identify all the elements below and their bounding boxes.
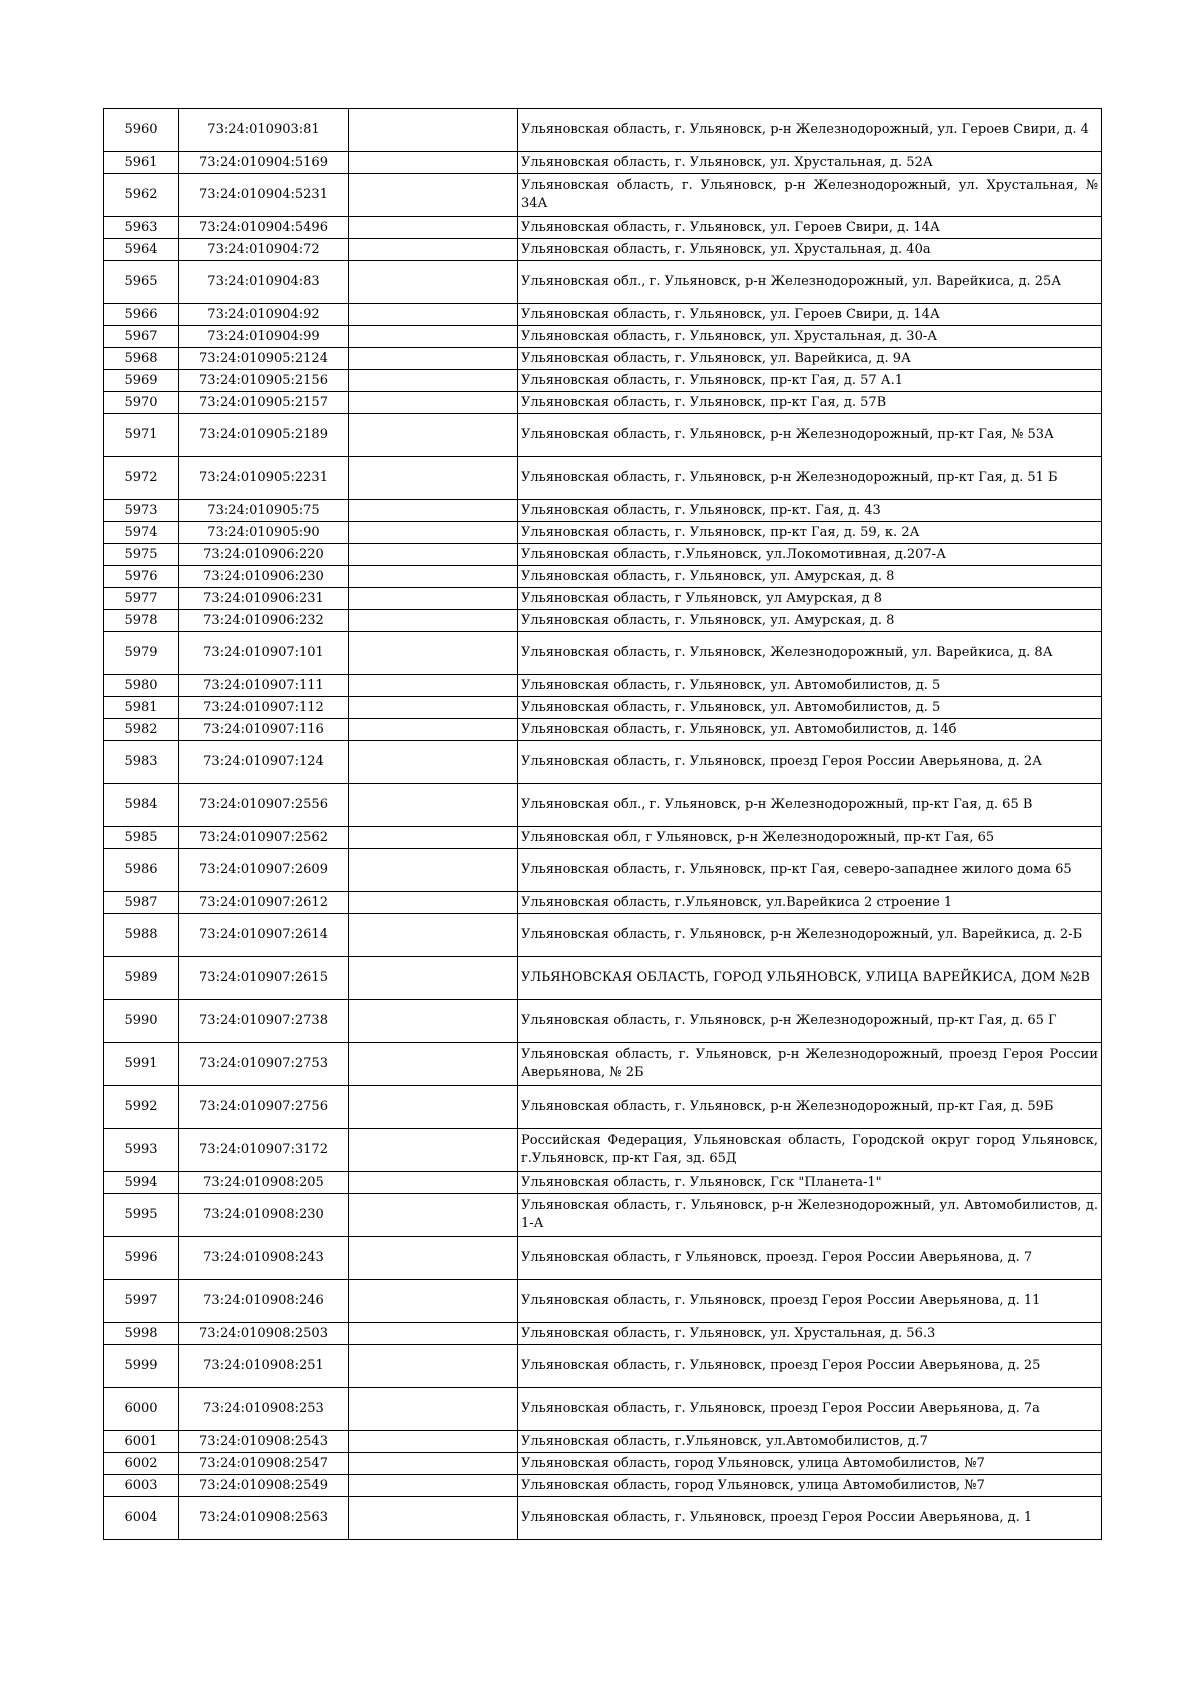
cadastral-number: 73:24:010907:2615	[179, 957, 349, 1000]
cadastral-number: 73:24:010904:99	[179, 326, 349, 348]
cadastral-number: 73:24:010907:101	[179, 632, 349, 675]
empty-cell	[349, 1497, 518, 1540]
row-number: 5986	[104, 849, 179, 892]
address: Ульяновская область, г. Ульяновск, пр-кт. Гая, д. 43	[518, 500, 1102, 522]
table-row	[104, 1280, 1102, 1323]
table-row	[104, 827, 1102, 849]
address: Ульяновская область, г. Ульяновск, ул. Амурская, д. 8	[518, 610, 1102, 632]
address: Ульяновская область, г. Ульяновск, Железнодорожный, ул. Варейкиса, д. 8А	[518, 632, 1102, 675]
cadastral-number: 73:24:010908:2549	[179, 1475, 349, 1497]
table-row	[104, 914, 1102, 957]
empty-cell	[349, 675, 518, 697]
address: Ульяновская область, г. Ульяновск, р-н Железнодорожный, пр-кт Гая, д. 65 Г	[518, 1000, 1102, 1043]
row-number: 6002	[104, 1453, 179, 1475]
empty-cell	[349, 544, 518, 566]
row-number: 5978	[104, 610, 179, 632]
cadastral-number: 73:24:010904:83	[179, 261, 349, 304]
empty-cell	[349, 849, 518, 892]
address: Ульяновская область, г. Ульяновск, ул. Хрустальная, д. 30-А	[518, 326, 1102, 348]
address: Ульяновская область, г.Ульяновск, ул.Автомобилистов, д.7	[518, 1431, 1102, 1453]
address: Ульяновская область, г. Ульяновск, р-н Железнодорожный, ул. Хрустальная, № 34А	[518, 174, 1102, 217]
row-number: 5963	[104, 217, 179, 239]
row-number: 5970	[104, 392, 179, 414]
table-row	[104, 152, 1102, 174]
empty-cell	[349, 1237, 518, 1280]
empty-cell	[349, 610, 518, 632]
address: Ульяновская область, г. Ульяновск, проезд Героя России Аверьянова, д. 25	[518, 1345, 1102, 1388]
empty-cell	[349, 1000, 518, 1043]
empty-cell	[349, 1086, 518, 1129]
address: Ульяновская область, г. Ульяновск, р-н Железнодорожный, пр-кт Гая, д. 51 Б	[518, 457, 1102, 500]
cadastral-number: 73:24:010907:2738	[179, 1000, 349, 1043]
table-row	[104, 675, 1102, 697]
row-number: 5974	[104, 522, 179, 544]
address: Ульяновская область, г. Ульяновск, ул. Автомобилистов, д. 14б	[518, 719, 1102, 741]
row-number: 5993	[104, 1129, 179, 1172]
row-number: 5969	[104, 370, 179, 392]
empty-cell	[349, 1280, 518, 1323]
cadastral-number: 73:24:010908:251	[179, 1345, 349, 1388]
cadastral-number: 73:24:010905:2157	[179, 392, 349, 414]
address: Ульяновская область, г. Ульяновск, пр-кт Гая, д. 57 А.1	[518, 370, 1102, 392]
table-row	[104, 849, 1102, 892]
empty-cell	[349, 1172, 518, 1194]
cadastral-number: 73:24:010904:5169	[179, 152, 349, 174]
empty-cell	[349, 1194, 518, 1237]
table-row	[104, 304, 1102, 326]
cadastral-number: 73:24:010907:2562	[179, 827, 349, 849]
row-number: 5994	[104, 1172, 179, 1194]
empty-cell	[349, 1431, 518, 1453]
row-number: 5992	[104, 1086, 179, 1129]
cadastral-number: 73:24:010905:2156	[179, 370, 349, 392]
table-row	[104, 697, 1102, 719]
empty-cell	[349, 392, 518, 414]
empty-cell	[349, 326, 518, 348]
address: Ульяновская область, г. Ульяновск, р-н Железнодорожный, ул. Героев Свири, д. 4	[518, 109, 1102, 152]
cadastral-number: 73:24:010907:112	[179, 697, 349, 719]
row-number: 6003	[104, 1475, 179, 1497]
table-row	[104, 588, 1102, 610]
empty-cell	[349, 588, 518, 610]
table-row	[104, 1086, 1102, 1129]
table-row	[104, 392, 1102, 414]
row-number: 5996	[104, 1237, 179, 1280]
table-row	[104, 1129, 1102, 1172]
cadastral-number: 73:24:010908:2503	[179, 1323, 349, 1345]
table-row	[104, 1453, 1102, 1475]
address: Ульяновская область, г. Ульяновск, р-н Железнодорожный, пр-кт Гая, № 53А	[518, 414, 1102, 457]
address: Ульяновская область, г.Ульяновск, ул.Локомотивная, д.207-А	[518, 544, 1102, 566]
row-number: 6000	[104, 1388, 179, 1431]
table-row	[104, 1475, 1102, 1497]
cadastral-number: 73:24:010905:90	[179, 522, 349, 544]
row-number: 5976	[104, 566, 179, 588]
address: Ульяновская область, город Ульяновск, улица Автомобилистов, №7	[518, 1475, 1102, 1497]
cadastral-number: 73:24:010904:92	[179, 304, 349, 326]
table-row	[104, 1431, 1102, 1453]
empty-cell	[349, 174, 518, 217]
cadastral-number: 73:24:010908:2547	[179, 1453, 349, 1475]
table-row	[104, 261, 1102, 304]
address: Ульяновская область, г. Ульяновск, ул. Автомобилистов, д. 5	[518, 697, 1102, 719]
table-row	[104, 1000, 1102, 1043]
row-number: 5984	[104, 784, 179, 827]
address: Ульяновская область, г. Ульяновск, проезд Героя России Аверьянова, д. 11	[518, 1280, 1102, 1323]
row-number: 5972	[104, 457, 179, 500]
cadastral-number: 73:24:010907:2556	[179, 784, 349, 827]
row-number: 5966	[104, 304, 179, 326]
cadastral-number: 73:24:010904:5231	[179, 174, 349, 217]
address: Ульяновская область, г. Ульяновск, проезд Героя России Аверьянова, д. 2А	[518, 741, 1102, 784]
empty-cell	[349, 414, 518, 457]
empty-cell	[349, 109, 518, 152]
row-number: 5997	[104, 1280, 179, 1323]
table-row	[104, 957, 1102, 1000]
row-number: 5991	[104, 1043, 179, 1086]
table-row	[104, 741, 1102, 784]
empty-cell	[349, 370, 518, 392]
cadastral-number: 73:24:010907:2753	[179, 1043, 349, 1086]
table-row	[104, 544, 1102, 566]
empty-cell	[349, 457, 518, 500]
empty-cell	[349, 1388, 518, 1431]
table-row	[104, 1388, 1102, 1431]
cadastral-number: 73:24:010903:81	[179, 109, 349, 152]
address: Ульяновская обл., г. Ульяновск, р-н Железнодорожный, пр-кт Гая, д. 65 В	[518, 784, 1102, 827]
address: Ульяновская область, г. Ульяновск, пр-кт Гая, северо-западнее жилого дома 65	[518, 849, 1102, 892]
cadastral-number: 73:24:010905:75	[179, 500, 349, 522]
cadastral-number: 73:24:010908:205	[179, 1172, 349, 1194]
cadastral-number: 73:24:010907:2756	[179, 1086, 349, 1129]
cadastral-number: 73:24:010907:2612	[179, 892, 349, 914]
cadastral-number: 73:24:010907:3172	[179, 1129, 349, 1172]
table-row	[104, 348, 1102, 370]
cadastral-number: 73:24:010907:124	[179, 741, 349, 784]
empty-cell	[349, 914, 518, 957]
empty-cell	[349, 1129, 518, 1172]
address: Ульяновская область, г.Ульяновск, ул.Варейкиса 2 строение 1	[518, 892, 1102, 914]
empty-cell	[349, 784, 518, 827]
table-row	[104, 500, 1102, 522]
address: Ульяновская область, г. Ульяновск, ул. Хрустальная, д. 52А	[518, 152, 1102, 174]
table-row	[104, 239, 1102, 261]
empty-cell	[349, 1323, 518, 1345]
address: Ульяновская область, г. Ульяновск, пр-кт Гая, д. 59, к. 2А	[518, 522, 1102, 544]
row-number: 5971	[104, 414, 179, 457]
empty-cell	[349, 827, 518, 849]
empty-cell	[349, 1475, 518, 1497]
cadastral-number: 73:24:010905:2124	[179, 348, 349, 370]
empty-cell	[349, 957, 518, 1000]
empty-cell	[349, 522, 518, 544]
empty-cell	[349, 348, 518, 370]
cadastral-number: 73:24:010905:2189	[179, 414, 349, 457]
empty-cell	[349, 697, 518, 719]
address: Ульяновская область, г. Ульяновск, р-н Железнодорожный, пр-кт Гая, д. 59Б	[518, 1086, 1102, 1129]
table-row	[104, 784, 1102, 827]
row-number: 5982	[104, 719, 179, 741]
address: Ульяновская область, г. Ульяновск, ул. Амурская, д. 8	[518, 566, 1102, 588]
table-row	[104, 632, 1102, 675]
address: Ульяновская область, г. Ульяновск, проезд Героя России Аверьянова, д. 7а	[518, 1388, 1102, 1431]
table-row	[104, 370, 1102, 392]
address: Ульяновская область, г. Ульяновск, пр-кт Гая, д. 57В	[518, 392, 1102, 414]
empty-cell	[349, 304, 518, 326]
empty-cell	[349, 1453, 518, 1475]
table-row	[104, 610, 1102, 632]
row-number: 5965	[104, 261, 179, 304]
cadastral-number: 73:24:010906:232	[179, 610, 349, 632]
address: Ульяновская область, г. Ульяновск, ул. Варейкиса, д. 9А	[518, 348, 1102, 370]
row-number: 5999	[104, 1345, 179, 1388]
table-row	[104, 1043, 1102, 1086]
cadastral-number: 73:24:010908:2543	[179, 1431, 349, 1453]
row-number: 5964	[104, 239, 179, 261]
table-row	[104, 719, 1102, 741]
cadastral-number: 73:24:010906:220	[179, 544, 349, 566]
cadastral-number: 73:24:010904:72	[179, 239, 349, 261]
address: Ульяновская область, г Ульяновск, ул Амурская, д 8	[518, 588, 1102, 610]
row-number: 5967	[104, 326, 179, 348]
cadastral-number: 73:24:010906:230	[179, 566, 349, 588]
table-row	[104, 1323, 1102, 1345]
cadastral-number: 73:24:010907:2609	[179, 849, 349, 892]
address: Ульяновская область, г. Ульяновск, Гск "Планета-1"	[518, 1172, 1102, 1194]
empty-cell	[349, 566, 518, 588]
row-number: 5985	[104, 827, 179, 849]
address: Ульяновская область, г. Ульяновск, ул. Героев Свири, д. 14А	[518, 217, 1102, 239]
address: Ульяновская область, г. Ульяновск, р-н Железнодорожный, проезд Героя России Аверьянова, № 2Б	[518, 1043, 1102, 1086]
address: Ульяновская область, г. Ульяновск, р-н Железнодорожный, ул. Варейкиса, д. 2-Б	[518, 914, 1102, 957]
row-number: 6004	[104, 1497, 179, 1540]
row-number: 5962	[104, 174, 179, 217]
row-number: 5990	[104, 1000, 179, 1043]
table-row	[104, 892, 1102, 914]
row-number: 5988	[104, 914, 179, 957]
row-number: 5968	[104, 348, 179, 370]
table-row	[104, 566, 1102, 588]
table-row	[104, 174, 1102, 217]
table-row	[104, 326, 1102, 348]
row-number: 5973	[104, 500, 179, 522]
cadastral-number: 73:24:010908:2563	[179, 1497, 349, 1540]
empty-cell	[349, 741, 518, 784]
table-row	[104, 1172, 1102, 1194]
empty-cell	[349, 1345, 518, 1388]
table-row	[104, 1237, 1102, 1280]
row-number: 5989	[104, 957, 179, 1000]
table-row	[104, 1194, 1102, 1237]
empty-cell	[349, 719, 518, 741]
address: Ульяновская область, г Ульяновск, проезд. Героя России Аверьянова, д. 7	[518, 1237, 1102, 1280]
empty-cell	[349, 217, 518, 239]
cadastral-number: 73:24:010907:2614	[179, 914, 349, 957]
cadastral-number: 73:24:010908:230	[179, 1194, 349, 1237]
address: УЛЬЯНОВСКАЯ ОБЛАСТЬ, ГОРОД УЛЬЯНОВСК, УЛИЦА ВАРЕЙКИСА, ДОМ №2В	[518, 957, 1102, 1000]
row-number: 5979	[104, 632, 179, 675]
empty-cell	[349, 1043, 518, 1086]
address: Ульяновская область, г. Ульяновск, ул. Хрустальная, д. 40а	[518, 239, 1102, 261]
table-row	[104, 1497, 1102, 1540]
row-number: 5998	[104, 1323, 179, 1345]
row-number: 5987	[104, 892, 179, 914]
row-number: 5983	[104, 741, 179, 784]
address: Ульяновская область, город Ульяновск, улица Автомобилистов, №7	[518, 1453, 1102, 1475]
empty-cell	[349, 261, 518, 304]
address: Ульяновская область, г. Ульяновск, ул. Героев Свири, д. 14А	[518, 304, 1102, 326]
address: Ульяновская область, г. Ульяновск, р-н Железнодорожный, ул. Автомобилистов, д. 1-А	[518, 1194, 1102, 1237]
cadastral-number: 73:24:010908:243	[179, 1237, 349, 1280]
address: Ульяновская область, г. Ульяновск, ул. Автомобилистов, д. 5	[518, 675, 1102, 697]
cadastral-number: 73:24:010905:2231	[179, 457, 349, 500]
address: Ульяновская обл., г. Ульяновск, р-н Железнодорожный, ул. Варейкиса, д. 25А	[518, 261, 1102, 304]
address: Ульяновская область, г. Ульяновск, проезд Героя России Аверьянова, д. 1	[518, 1497, 1102, 1540]
empty-cell	[349, 500, 518, 522]
table-row	[104, 217, 1102, 239]
table-row	[104, 109, 1102, 152]
table-row	[104, 522, 1102, 544]
cadastral-number: 73:24:010908:246	[179, 1280, 349, 1323]
row-number: 5980	[104, 675, 179, 697]
cadastral-number: 73:24:010907:116	[179, 719, 349, 741]
table-row	[104, 1345, 1102, 1388]
cadastral-number: 73:24:010908:253	[179, 1388, 349, 1431]
table-row	[104, 414, 1102, 457]
empty-cell	[349, 152, 518, 174]
registry-rows	[104, 109, 1102, 1540]
empty-cell	[349, 239, 518, 261]
row-number: 5960	[104, 109, 179, 152]
address: Ульяновская обл, г Ульяновск, р-н Железнодорожный, пр-кт Гая, 65	[518, 827, 1102, 849]
row-number: 5977	[104, 588, 179, 610]
row-number: 5981	[104, 697, 179, 719]
empty-cell	[349, 892, 518, 914]
table-row	[104, 457, 1102, 500]
row-number: 6001	[104, 1431, 179, 1453]
cadastral-number: 73:24:010904:5496	[179, 217, 349, 239]
cadastral-number: 73:24:010906:231	[179, 588, 349, 610]
address: Российская Федерация, Ульяновская область, Городской округ город Ульяновск, г.Ульяновск, пр-кт Гая, зд. 65Д	[518, 1129, 1102, 1172]
address: Ульяновская область, г. Ульяновск, ул. Хрустальная, д. 56.3	[518, 1323, 1102, 1345]
registry-table	[103, 108, 1102, 1540]
empty-cell	[349, 632, 518, 675]
row-number: 5975	[104, 544, 179, 566]
row-number: 5961	[104, 152, 179, 174]
row-number: 5995	[104, 1194, 179, 1237]
cadastral-number: 73:24:010907:111	[179, 675, 349, 697]
